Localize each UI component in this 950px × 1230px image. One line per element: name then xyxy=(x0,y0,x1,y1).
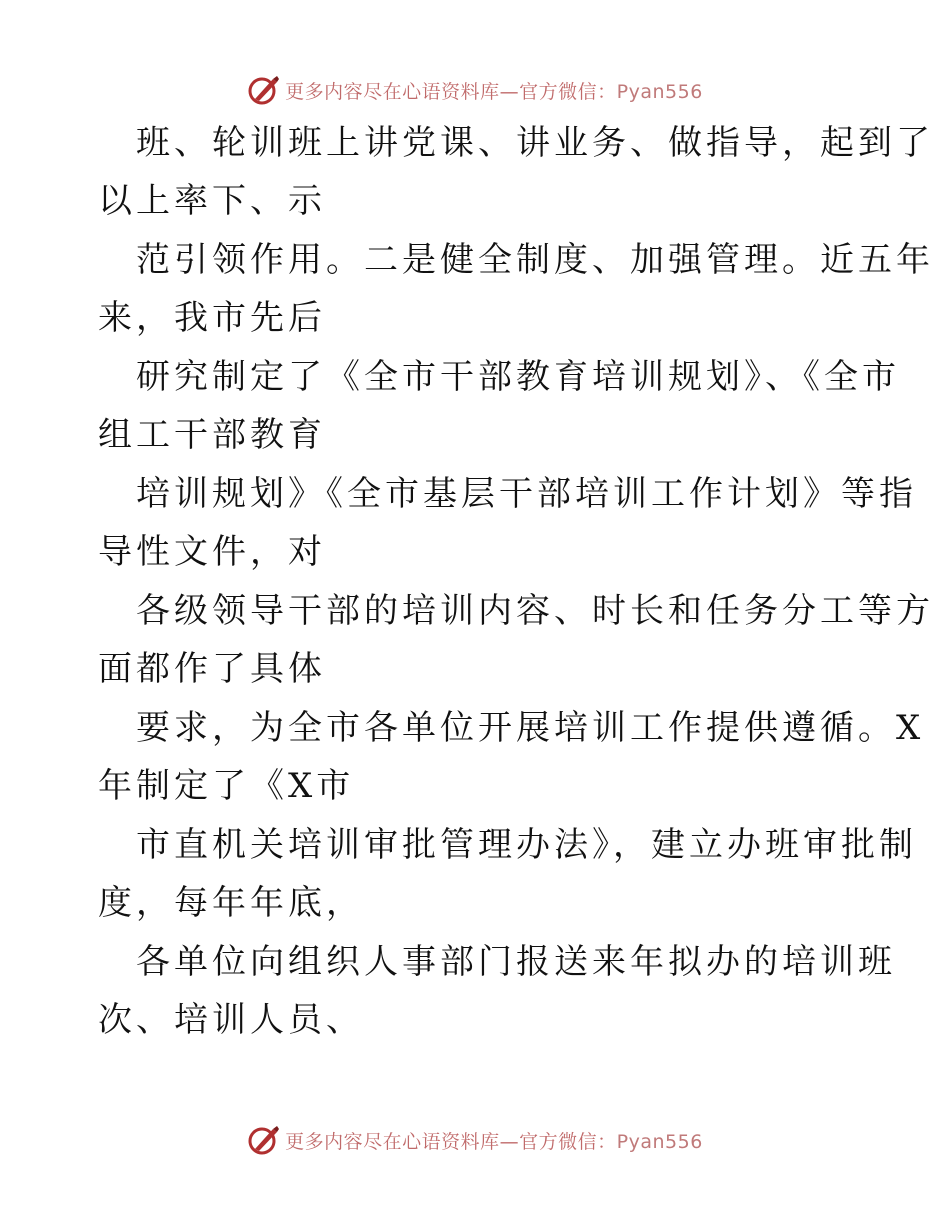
body-line: 面都作了具体 xyxy=(98,649,326,689)
footer-banner-text xyxy=(285,1127,703,1154)
body-line: 导性文件，对 xyxy=(98,532,326,572)
body-line: 各级领导干部的培训内容、时长和任务分工等方 xyxy=(136,591,934,631)
footer-banner xyxy=(0,1120,950,1160)
body-line: 组工干部教育 xyxy=(98,415,326,455)
pen-logo-icon xyxy=(247,1123,281,1157)
body-line: 培训规划》《全市基层干部培训工作计划》等指 xyxy=(136,474,917,514)
body-line: 年制定了《X市 xyxy=(98,766,355,806)
body-line: 范引领作用。二是健全制度、加强管理。近五年 xyxy=(136,240,934,280)
body-line: 研究制定了《全市干部教育培训规划》、《全市 xyxy=(136,357,900,397)
body-line: 班、轮训班上讲党课、讲业务、做指导，起到了 xyxy=(136,123,934,163)
body-line: 各单位向组织人事部门报送来年拟办的培训班 xyxy=(136,942,896,982)
header-banner-label: 更多内容尽在心语资料库—官方微信： xyxy=(285,80,617,103)
footer-banner-wechat: Pyan556 xyxy=(616,1130,703,1153)
header-banner-wechat: Pyan556 xyxy=(616,80,703,103)
body-line: 以上率下、示 xyxy=(98,181,326,221)
body-line: 市直机关培训审批管理办法》，建立办班审批制 xyxy=(136,825,917,865)
body-line: 次、培训人员、 xyxy=(98,1000,364,1040)
body-line: 来，我市先后 xyxy=(98,298,326,338)
header-banner xyxy=(0,70,950,110)
footer-banner-label: 更多内容尽在心语资料库—官方微信： xyxy=(285,1130,617,1153)
pen-logo-icon xyxy=(247,73,281,107)
body-line: 度，每年年底， xyxy=(98,883,364,923)
body-line: 要求，为全市各单位开展培训工作提供遵循。X xyxy=(136,708,925,748)
header-banner-text xyxy=(285,77,703,104)
